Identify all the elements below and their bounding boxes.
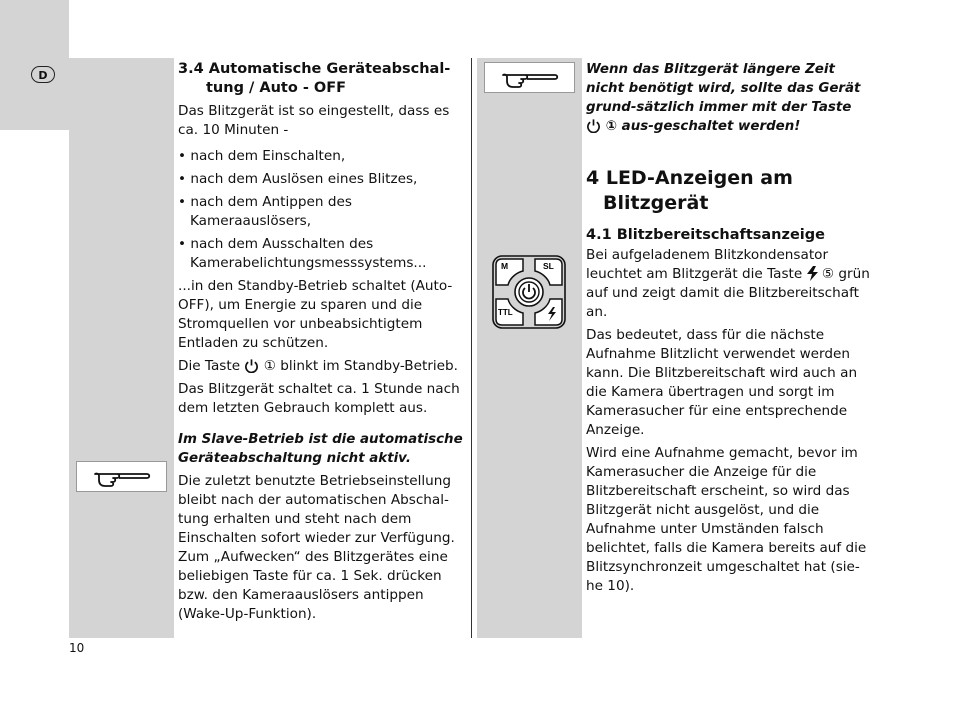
bullet-item: • nach dem Antippen des Kameraauslösers, <box>178 194 352 229</box>
hour-paragraph: Das Blitzgerät schaltet ca. 1 Stunde nach dem letzten Gebrauch komplett aus. <box>178 381 460 416</box>
keypad-diagram <box>492 255 566 329</box>
intro-paragraph: Das Blitzgerät ist so eingestellt, dass es ca. 10 Minuten - <box>178 103 450 138</box>
flash-ready-paragraph: Bei aufgeladenem Blitzkondensator leuchtet am Blitzgerät die Taste ⑤ grün auf und zeigt damit die Blitzbereitschaft an. <box>586 247 870 320</box>
chapter-heading-4: 4 LED-Anzeigen am Blitzgerät <box>586 167 793 214</box>
note-box-left <box>76 461 167 492</box>
column-divider <box>471 58 472 638</box>
bullet-item: • nach dem Auslösen eines Blitzes, <box>178 171 418 187</box>
power-off-note: Wenn das Blitzgerät längere Zeit nicht benötigt wird, sollte das Gerät grund-sätzlich immer mit der Taste ① aus-geschaltet werden! <box>586 62 861 134</box>
right-text-column <box>586 60 870 600</box>
language-badge: D <box>31 66 55 83</box>
keypad-label-sl: SL <box>543 261 554 271</box>
wakeup-paragraph: Die zuletzt benutzte Betriebseinstellung bleibt nach der automatischen Abschal-tung erhalten und steht nach dem Einschalten sofort wieder zur Verfügung. Zum „Aufwecken“ des Blitzgerätes eine beliebigen Taste für ca. 1 Sek. drücken bzw. den Kameraauslösers antippen (Wake-Up-Funktion). <box>178 473 455 622</box>
standby-paragraph: ...in den Standby-Betrieb schaltet (Auto-OFF), um Energie zu sparen und die Stromquellen vor unbeabsichtigtem Entladen zu schützen. <box>178 278 453 351</box>
margin-tab <box>0 0 69 130</box>
pointing-hand-icon <box>91 465 153 489</box>
left-note-column <box>69 58 174 638</box>
right-note-column <box>477 58 582 638</box>
power-icon <box>244 358 259 373</box>
pointing-hand-icon <box>499 66 561 90</box>
page-number: 10 <box>69 641 85 655</box>
exposure-paragraph: Wird eine Aufnahme gemacht, bevor im Kamerasucher die Anzeige für die Blitzbereitschaft erscheint, so wird das Blitzgerät nicht ausgelöst, und die Aufnahme unter Umständen falsch belichtet, falls die Kamera bereits auf die Blitzsynchronzeit umgeschaltet hat (sie-he 10). <box>586 445 867 594</box>
left-text-column <box>178 60 466 628</box>
bullet-item: • nach dem Einschalten, <box>178 148 346 164</box>
bullet-item: • nach dem Ausschalten des Kamerabelichtungsmesssystems... <box>178 236 427 271</box>
power-icon <box>586 118 601 133</box>
meaning-paragraph: Das bedeutet, dass für die nächste Aufnahme Blitzlicht verwendet werden kann. Die Blitzbereitschaft wird auch an die Kamera übertragen und sorgt im Kamerasucher für eine entsprechende Anzeige. <box>586 327 858 438</box>
flash-icon <box>807 266 818 281</box>
note-box-right <box>484 62 575 93</box>
keypad-label-m: M <box>501 261 509 271</box>
keypad-label-ttl: TTL <box>498 308 513 317</box>
taste-paragraph: Die Taste ① blinkt im Standby-Betrieb. <box>178 358 458 374</box>
section-heading-4-1: 4.1 Blitzbereitschaftsanzeige <box>586 227 825 243</box>
slave-note: Im Slave-Betrieb ist die automatische Geräteabschaltung nicht aktiv. <box>178 432 463 466</box>
section-heading-3-4: 3.4 Automatische Geräteabschal- tung / Auto - OFF <box>178 61 451 96</box>
